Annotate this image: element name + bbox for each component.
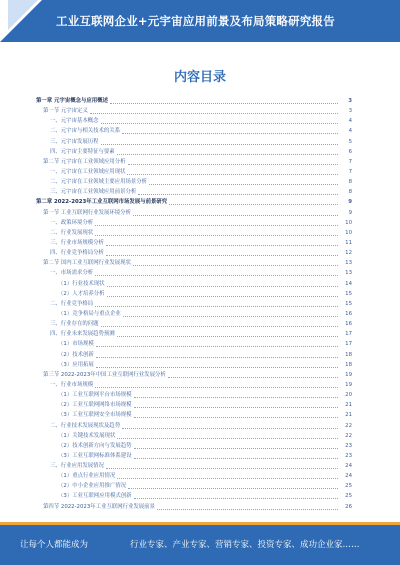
toc-entry-text: 四、行业竞争格局分析 — [50, 250, 104, 257]
toc-page-number: 11 — [345, 239, 352, 246]
toc-page-number: 7 — [348, 158, 352, 165]
toc-entry-text: （1）关键技术发展现状 — [58, 432, 116, 439]
toc-entry-text: 第一章 元宇宙概念与应用概述 — [36, 98, 108, 104]
toc-page-number: 15 — [345, 300, 352, 307]
toc-entry-text: 第二节 国内工业互联网行业发展现状 — [43, 260, 131, 267]
toc-page-number: 25 — [345, 493, 352, 500]
toc-entry-text: （2）人才培养分析 — [58, 290, 105, 297]
header-corner-accent — [8, 0, 38, 30]
toc-entry-text: 三、行业存在的问题 — [50, 321, 99, 328]
toc-page-number: 22 — [345, 432, 352, 439]
toc-entry-text: 第四节 2022-2023年工业互联网行业发展前景 — [43, 503, 155, 510]
toc-entry-text: 四、元宇宙主要特征与要素 — [50, 148, 115, 155]
toc-page-number: 16 — [345, 310, 352, 317]
toc-page-number: 20 — [345, 392, 352, 399]
toc-entry-text: （3）工业互联网应用模式创新 — [58, 493, 132, 500]
toc-page-number: 24 — [345, 473, 352, 480]
toc-page-number: 4 — [348, 128, 352, 135]
toc-entry-text: 三、元宇宙在工业领域应用前景分析 — [50, 189, 137, 196]
toc-page-number: 8 — [348, 189, 352, 196]
toc-entry-text: （1）工业互联网平台市场规模 — [58, 392, 132, 399]
toc-entry-text: 二、行业发展现状 — [50, 229, 94, 236]
footer-slogan-right: 行业专家、产业专家、营销专家、投资专家、成功企业家…… — [130, 540, 360, 550]
toc-entry-text: 第一节 元宇宙定义 — [43, 108, 88, 115]
toc-page-number: 19 — [345, 371, 352, 378]
toc-entry-text: （1）市场规模 — [58, 341, 94, 348]
toc-entry-text: （3）应用拓展 — [58, 361, 94, 368]
footer-banner — [0, 522, 400, 565]
footer-slogan-left: 让每个人都能成为 — [20, 540, 89, 550]
toc-entry-text: 三、行业市场规模分析 — [50, 239, 104, 246]
toc-entry-text: （2）中小企业应用推广情况 — [58, 483, 127, 490]
toc-entry-text: （3）工业互联网标准体系建设 — [58, 452, 132, 459]
toc-entry-text: （1）重点行业应用情况 — [58, 473, 116, 480]
toc-page-number: 16 — [345, 321, 352, 328]
toc-entry-text: 三、元宇宙发展历程 — [50, 138, 99, 145]
toc-page-number: 10 — [345, 219, 352, 226]
toc-page-number: 18 — [345, 351, 352, 358]
toc-page-number: 5 — [348, 138, 352, 145]
toc-entry-text: 一、元宇宙基本概念 — [50, 118, 99, 125]
toc-entry-text: 第三节 2022-2023年中国工业互联网行业发展分析 — [43, 371, 166, 378]
toc-page-number: 7 — [348, 168, 352, 175]
toc-page-number: 10 — [345, 229, 352, 236]
footer-accent-bar — [0, 522, 400, 525]
toc-entry-text: 一、行业市场规模 — [50, 381, 94, 388]
toc-page-number: 17 — [345, 341, 352, 348]
toc-page-number: 22 — [345, 422, 352, 429]
toc-entry-text: 一、元宇宙在工业领域应用现状 — [50, 168, 126, 175]
toc-entry-text: 二、元宇宙在工业领域主要应用场景分析 — [50, 179, 148, 186]
toc-page-number: 6 — [348, 148, 352, 155]
toc-entry-text: （2）技术创新方向与发展趋势 — [58, 442, 132, 449]
toc-page-number: 23 — [345, 442, 352, 449]
toc-entry-text: 二、行业技术发展现状及趋势 — [50, 422, 121, 429]
table-of-contents — [36, 96, 352, 512]
toc-page-number: 8 — [348, 179, 352, 186]
toc-heading: 内容目录 — [173, 70, 226, 85]
toc-page-number: 19 — [345, 381, 352, 388]
toc-dot-leader — [157, 499, 338, 510]
toc-page-number: 3 — [348, 108, 352, 115]
toc-entry-text: 二、元宇宙与相关技术的关系 — [50, 128, 121, 135]
toc-entry-text: 第二节 元宇宙在工业领域应用分析 — [43, 158, 126, 165]
toc-page-number: 12 — [345, 250, 352, 257]
toc-page-number: 21 — [345, 402, 352, 409]
toc-page-number: 15 — [345, 290, 352, 297]
toc-entry-text: 二、行业竞争格局 — [50, 300, 94, 307]
toc-page-number: 9 — [348, 209, 352, 216]
toc-entry-text: 四、行业未来发展趋势预测 — [50, 331, 115, 338]
toc-entry-text: 三、行业应用发展情况 — [50, 463, 104, 470]
toc-page-number: 23 — [345, 452, 352, 459]
toc-entry-text: （1）行业技术现状 — [58, 280, 105, 287]
toc-page-number: 9 — [348, 199, 352, 206]
toc-entry-text: （2）工业互联网网络市场规模 — [58, 402, 132, 409]
toc-page-number: 17 — [345, 331, 352, 338]
toc-entry-text: 一、政策环境分析 — [50, 219, 94, 226]
toc-entry-text: 第二章 2022-2023年工业互联网市场发展与前景研究 — [36, 199, 168, 206]
toc-page-number: 18 — [345, 361, 352, 368]
toc-page-number: 26 — [345, 503, 352, 510]
report-header-banner — [0, 0, 400, 42]
toc-page-number: 25 — [345, 483, 352, 490]
report-title: 工业互联网企业+元宇宙应用前景及布局策略研究报告 — [56, 14, 335, 28]
toc-entry-text: （2）技术创新 — [58, 351, 94, 358]
toc-page-number: 3 — [348, 98, 352, 104]
toc-page-number: 21 — [345, 412, 352, 419]
toc-entry-text: （1）竞争格局与重点企业 — [58, 310, 121, 317]
toc-entry-text: 第一节 工业互联网行业发展环境分析 — [43, 209, 131, 216]
toc-page-number: 4 — [348, 118, 352, 125]
toc-page-number: 13 — [345, 260, 352, 267]
toc-entry[interactable] — [36, 502, 352, 512]
toc-entry-text: （3）工业互联网安全市场规模 — [58, 412, 132, 419]
toc-page-number: 13 — [345, 270, 352, 277]
toc-entry-text: 一、市场需求分析 — [50, 270, 94, 277]
toc-page-number: 14 — [345, 280, 352, 287]
toc-page-number: 24 — [345, 463, 352, 470]
